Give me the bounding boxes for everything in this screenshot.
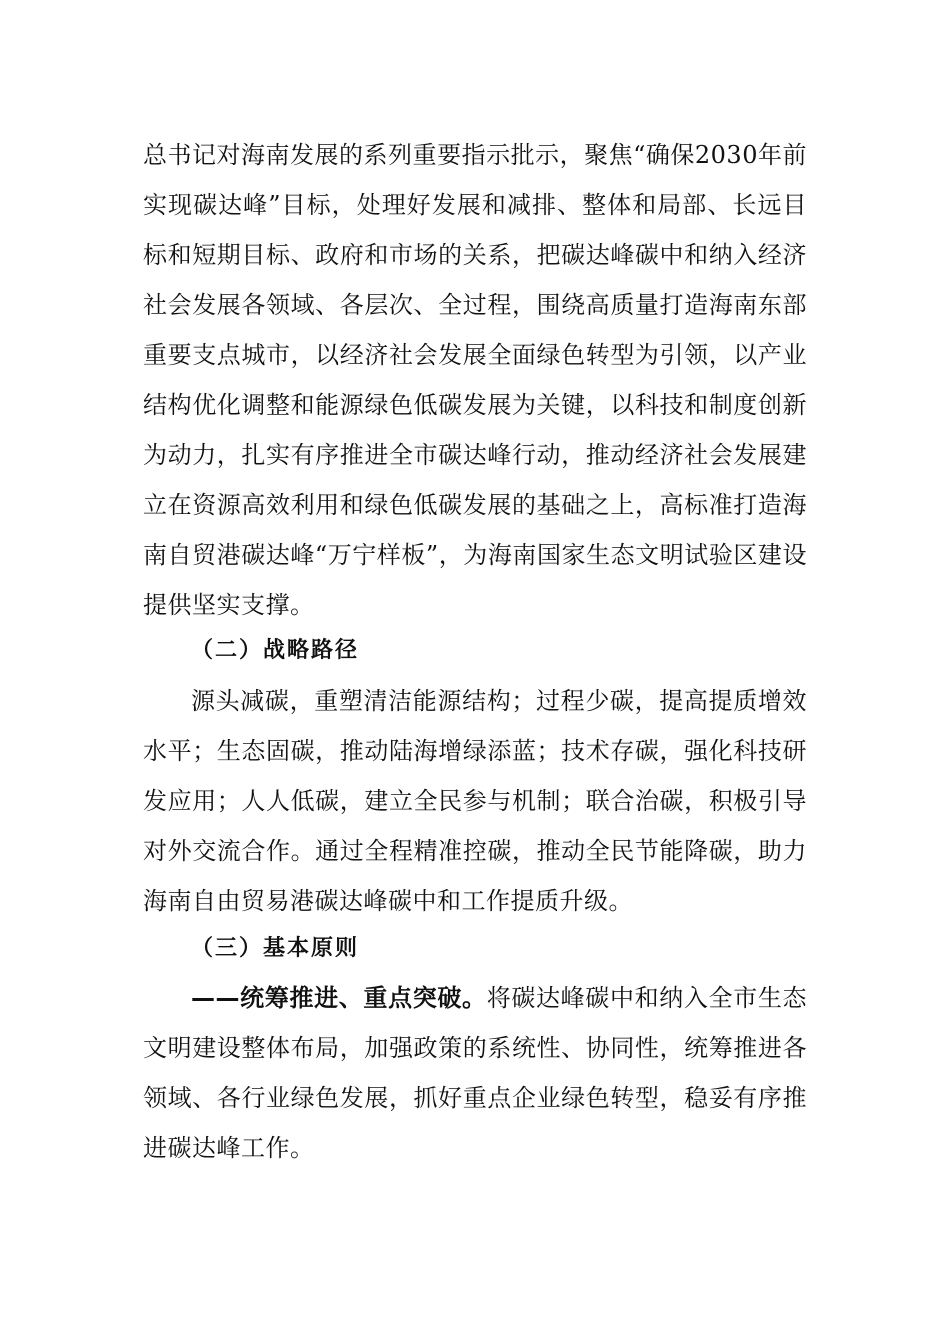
body-section-2 [143, 676, 807, 926]
principle-body-text: 将碳达峰碳中和纳入全市生态文明建设整体布局，加强政策的系统性、协同性，统筹推进各领域、各行业绿色发展，抓好重点企业绿色转型，稳妥有序推进碳达峰工作。 [143, 984, 808, 1162]
paragraph-strategic-path: 源头减碳，重塑清洁能源结构；过程少碳，提高提质增效水平；生态固碳，推动陆海增绿添蓝；技术存碳，强化科技研发应用；人人低碳，建立全民参与机制；联合治碳，积极引导对外交流合作。通过全程精准控碳，推动全民节能降碳，助力海南自由贸易港碳达峰碳中和工作提质升级。 [143, 687, 807, 915]
body-section-1 [143, 130, 807, 630]
body-section-3 [143, 973, 807, 1173]
section-heading-principles [143, 924, 807, 974]
section-heading-strategy [143, 626, 807, 676]
paragraph-principle-coordination [143, 973, 807, 1173]
principle-lead-text: ——统筹推进、重点突破。 [191, 984, 487, 1012]
paragraph-guiding-ideology: 总书记对海南发展的系列重要指示批示，聚焦“确保2030年前实现碳达峰”目标，处理好发展和减排、整体和局部、长远目标和短期目标、政府和市场的关系，把碳达峰碳中和纳入经济社会发展各领域、各层次、全过程，围绕高质量打造海南东部重要支点城市，以经济社会发展全面绿色转型为引领，以产业结构优化调整和能源绿色低碳发展为关键，以科技和制度创新为动力，扎实有序推进全市碳达峰行动，推动经济社会发展建立在资源高效利用和绿色低碳发展的基础之上，高标准打造海南自贸港碳达峰“万宁样板”，为海南国家生态文明试验区建设提供坚实支撑。 [143, 141, 807, 619]
heading-strategic-path: （二）战略路径 [191, 638, 360, 663]
heading-basic-principles: （三）基本原则 [191, 936, 360, 961]
